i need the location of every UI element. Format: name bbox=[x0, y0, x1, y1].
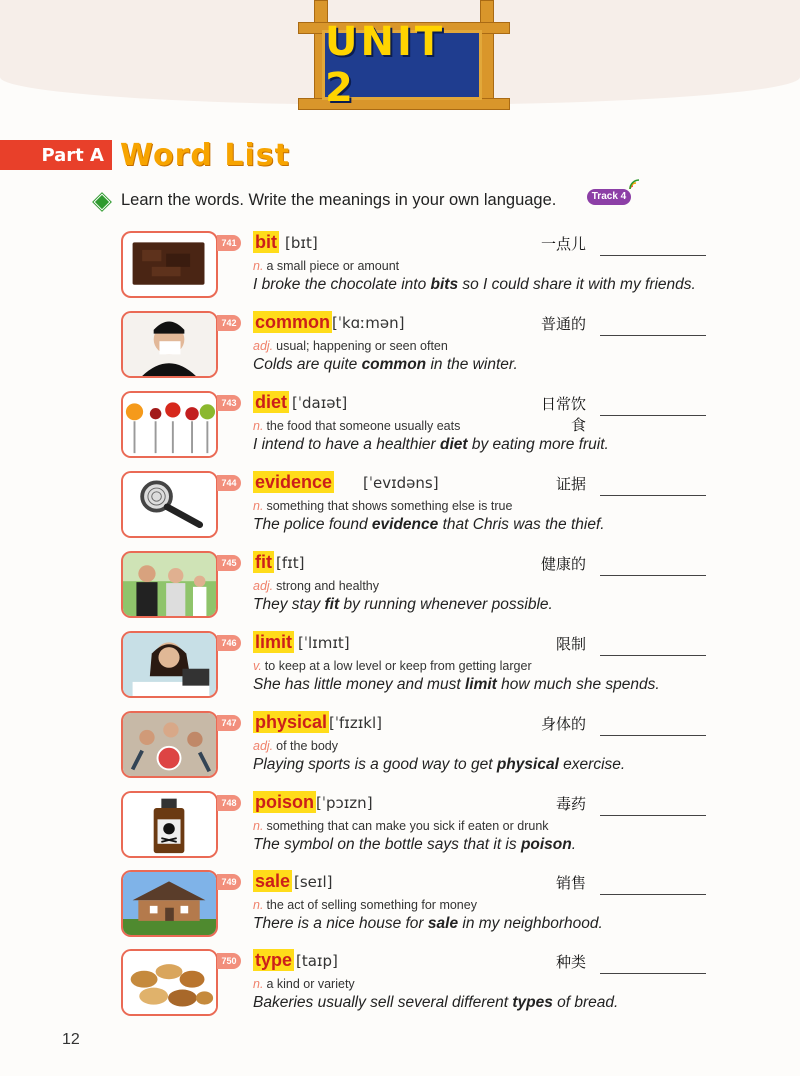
pronunciation: [ˈfɪzɪkl] bbox=[329, 714, 382, 732]
pronunciation: [seɪl] bbox=[294, 873, 333, 891]
headword: sale bbox=[255, 871, 291, 891]
definition-text: to keep at a low level or keep from getting larger bbox=[264, 659, 532, 673]
definition-text: the food that someone usually eats bbox=[266, 419, 461, 433]
answer-blank[interactable] bbox=[600, 335, 706, 336]
example-sentence bbox=[253, 676, 660, 694]
part-of-speech: adj. bbox=[253, 579, 274, 593]
sentence-start: Colds are quite bbox=[253, 356, 362, 373]
part-of-speech: v. bbox=[253, 659, 262, 673]
word-number: 744 bbox=[217, 475, 241, 491]
definition bbox=[253, 819, 549, 833]
sentence-start: They stay bbox=[253, 596, 325, 613]
part-of-speech: adj. bbox=[253, 339, 274, 353]
translation: 种类 bbox=[555, 953, 586, 971]
sentence-start: I broke the chocolate into bbox=[253, 276, 431, 293]
definition bbox=[253, 977, 355, 991]
headword: evidence bbox=[255, 472, 333, 492]
sentence-keyword: diet bbox=[440, 436, 468, 453]
example-sentence bbox=[253, 516, 605, 534]
word-entry bbox=[0, 311, 800, 391]
pronunciation: [bɪt] bbox=[285, 234, 318, 252]
audio-wave-icon bbox=[628, 177, 642, 191]
word-picture bbox=[121, 949, 218, 1016]
word-entry bbox=[0, 551, 800, 631]
word-picture bbox=[121, 471, 218, 538]
definition bbox=[253, 659, 532, 673]
sentence-start: I intend to have a healthier bbox=[253, 436, 440, 453]
sentence-keyword: sale bbox=[427, 915, 459, 932]
answer-blank[interactable] bbox=[600, 655, 706, 656]
pronunciation: [ˈdaɪət] bbox=[292, 394, 348, 412]
headword: limit bbox=[255, 632, 293, 652]
word-entry bbox=[0, 711, 800, 791]
example-sentence bbox=[253, 994, 618, 1012]
word-picture bbox=[121, 551, 218, 618]
definition-text: something that can make you sick if eaten or drunk bbox=[266, 819, 549, 833]
example-sentence bbox=[253, 276, 696, 294]
example-sentence bbox=[253, 436, 609, 454]
pronunciation: [ˈkɑːmən] bbox=[332, 314, 405, 332]
definition-text: usual; happening or seen often bbox=[276, 339, 448, 353]
example-sentence bbox=[253, 756, 625, 774]
definition bbox=[253, 499, 512, 513]
translation: 证据 bbox=[555, 475, 586, 493]
word-number: 743 bbox=[217, 395, 241, 411]
word-entry bbox=[0, 471, 800, 551]
word-picture bbox=[121, 231, 218, 298]
sentence-end: . bbox=[571, 836, 577, 853]
word-entry bbox=[0, 631, 800, 711]
word-picture bbox=[121, 391, 218, 458]
definition bbox=[253, 579, 379, 593]
translation: 限制 bbox=[555, 635, 586, 653]
unit-sign bbox=[322, 19, 482, 111]
word-number: 750 bbox=[217, 953, 241, 969]
headword: diet bbox=[255, 392, 288, 412]
sentence-keyword: physical bbox=[496, 756, 559, 773]
sign-post-right bbox=[480, 0, 494, 107]
translation: 健康的 bbox=[540, 555, 586, 573]
answer-blank[interactable] bbox=[600, 894, 706, 895]
part-of-speech: n. bbox=[253, 977, 264, 991]
headword: common bbox=[255, 312, 331, 332]
word-number: 746 bbox=[217, 635, 241, 651]
word-number: 749 bbox=[217, 874, 241, 890]
word-number: 741 bbox=[217, 235, 241, 251]
translation: 身体的 bbox=[540, 715, 586, 733]
definition-text: the act of selling something for money bbox=[266, 898, 477, 912]
instruction-text: Learn the words. Write the meanings in your own language. bbox=[121, 191, 557, 209]
part-of-speech: adj. bbox=[253, 739, 274, 753]
word-number: 742 bbox=[217, 315, 241, 331]
word-picture bbox=[121, 311, 218, 378]
pronunciation: [ˈevɪdəns] bbox=[363, 474, 439, 492]
word-entry bbox=[0, 949, 800, 1029]
pronunciation: [fɪt] bbox=[276, 554, 305, 572]
sentence-keyword: limit bbox=[464, 676, 497, 693]
headword: bit bbox=[255, 232, 277, 252]
sentence-start: Bakeries usually sell several different bbox=[253, 994, 513, 1011]
pronunciation: [ˈpɔɪzn] bbox=[316, 794, 373, 812]
page-number: 12 bbox=[62, 1031, 80, 1048]
word-entry bbox=[0, 791, 800, 871]
definition-text: a small piece or amount bbox=[266, 259, 400, 273]
sentence-end: that Chris was the thief. bbox=[438, 516, 605, 533]
sentence-keyword: types bbox=[512, 994, 553, 1011]
definition bbox=[253, 339, 448, 353]
part-of-speech: n. bbox=[253, 898, 264, 912]
definition bbox=[253, 259, 399, 273]
part-of-speech: n. bbox=[253, 819, 264, 833]
sentence-end: in my neighborhood. bbox=[458, 915, 603, 932]
definition bbox=[253, 419, 460, 433]
definition-text: strong and healthy bbox=[276, 579, 380, 593]
unit-title: UNIT 2 bbox=[325, 19, 446, 111]
answer-blank[interactable] bbox=[600, 815, 706, 816]
word-entry bbox=[0, 231, 800, 311]
sentence-end: how much she spends. bbox=[496, 676, 660, 693]
translation: 日常饮食 bbox=[540, 395, 586, 434]
word-picture bbox=[121, 631, 218, 698]
word-number: 747 bbox=[217, 715, 241, 731]
part-label: Part A bbox=[41, 144, 104, 166]
sentence-end: of bread. bbox=[552, 994, 619, 1011]
definition-text: of the body bbox=[276, 739, 339, 753]
definition-text: something that shows something else is true bbox=[266, 499, 513, 513]
sentence-keyword: fit bbox=[324, 596, 340, 613]
definition bbox=[253, 739, 338, 753]
example-sentence bbox=[253, 915, 603, 933]
translation: 普通的 bbox=[540, 315, 586, 333]
word-number: 745 bbox=[217, 555, 241, 571]
part-of-speech: n. bbox=[253, 259, 264, 273]
word-picture bbox=[121, 791, 218, 858]
part-label-bar bbox=[0, 140, 112, 170]
word-picture bbox=[121, 711, 218, 778]
pronunciation: [ˈlɪmɪt] bbox=[298, 634, 350, 652]
sentence-end: so I could share it with my friends. bbox=[458, 276, 696, 293]
sentence-keyword: bits bbox=[430, 276, 459, 293]
sentence-end: by eating more fruit. bbox=[467, 436, 609, 453]
diamond-icon bbox=[94, 194, 111, 211]
pronunciation: [taɪp] bbox=[296, 952, 338, 970]
example-sentence bbox=[253, 356, 518, 374]
answer-blank[interactable] bbox=[600, 735, 706, 736]
section-title: Word List bbox=[120, 138, 290, 173]
sentence-start: She has little money and must bbox=[253, 676, 465, 693]
word-entry bbox=[0, 391, 800, 471]
answer-blank[interactable] bbox=[600, 575, 706, 576]
translation: 一点儿 bbox=[540, 235, 586, 253]
example-sentence bbox=[253, 836, 576, 854]
sentence-start: The police found bbox=[253, 516, 372, 533]
translation: 毒药 bbox=[555, 795, 586, 813]
answer-blank[interactable] bbox=[600, 255, 706, 256]
sentence-start: Playing sports is a good way to get bbox=[253, 756, 497, 773]
part-of-speech: n. bbox=[253, 419, 264, 433]
answer-blank[interactable] bbox=[600, 973, 706, 974]
sentence-start: There is a nice house for bbox=[253, 915, 428, 932]
answer-blank[interactable] bbox=[600, 495, 706, 496]
track-badge[interactable]: Track 4 bbox=[587, 189, 631, 205]
sentence-end: exercise. bbox=[558, 756, 626, 773]
sentence-keyword: evidence bbox=[371, 516, 439, 533]
translation: 销售 bbox=[555, 874, 586, 892]
definition-text: a kind or variety bbox=[266, 977, 355, 991]
sentence-end: by running whenever possible. bbox=[339, 596, 553, 613]
headword: fit bbox=[255, 552, 272, 572]
word-picture bbox=[121, 870, 218, 937]
example-sentence bbox=[253, 596, 553, 614]
headword: poison bbox=[255, 792, 314, 812]
word-number: 748 bbox=[217, 795, 241, 811]
sentence-end: in the winter. bbox=[426, 356, 518, 373]
definition bbox=[253, 898, 477, 912]
word-entry bbox=[0, 870, 800, 950]
headword: type bbox=[255, 950, 293, 970]
sentence-keyword: poison bbox=[520, 836, 572, 853]
part-of-speech: n. bbox=[253, 499, 264, 513]
answer-blank[interactable] bbox=[600, 415, 706, 416]
headword: physical bbox=[255, 712, 328, 732]
sentence-keyword: common bbox=[361, 356, 427, 373]
sentence-start: The symbol on the bottle says that it is bbox=[253, 836, 521, 853]
